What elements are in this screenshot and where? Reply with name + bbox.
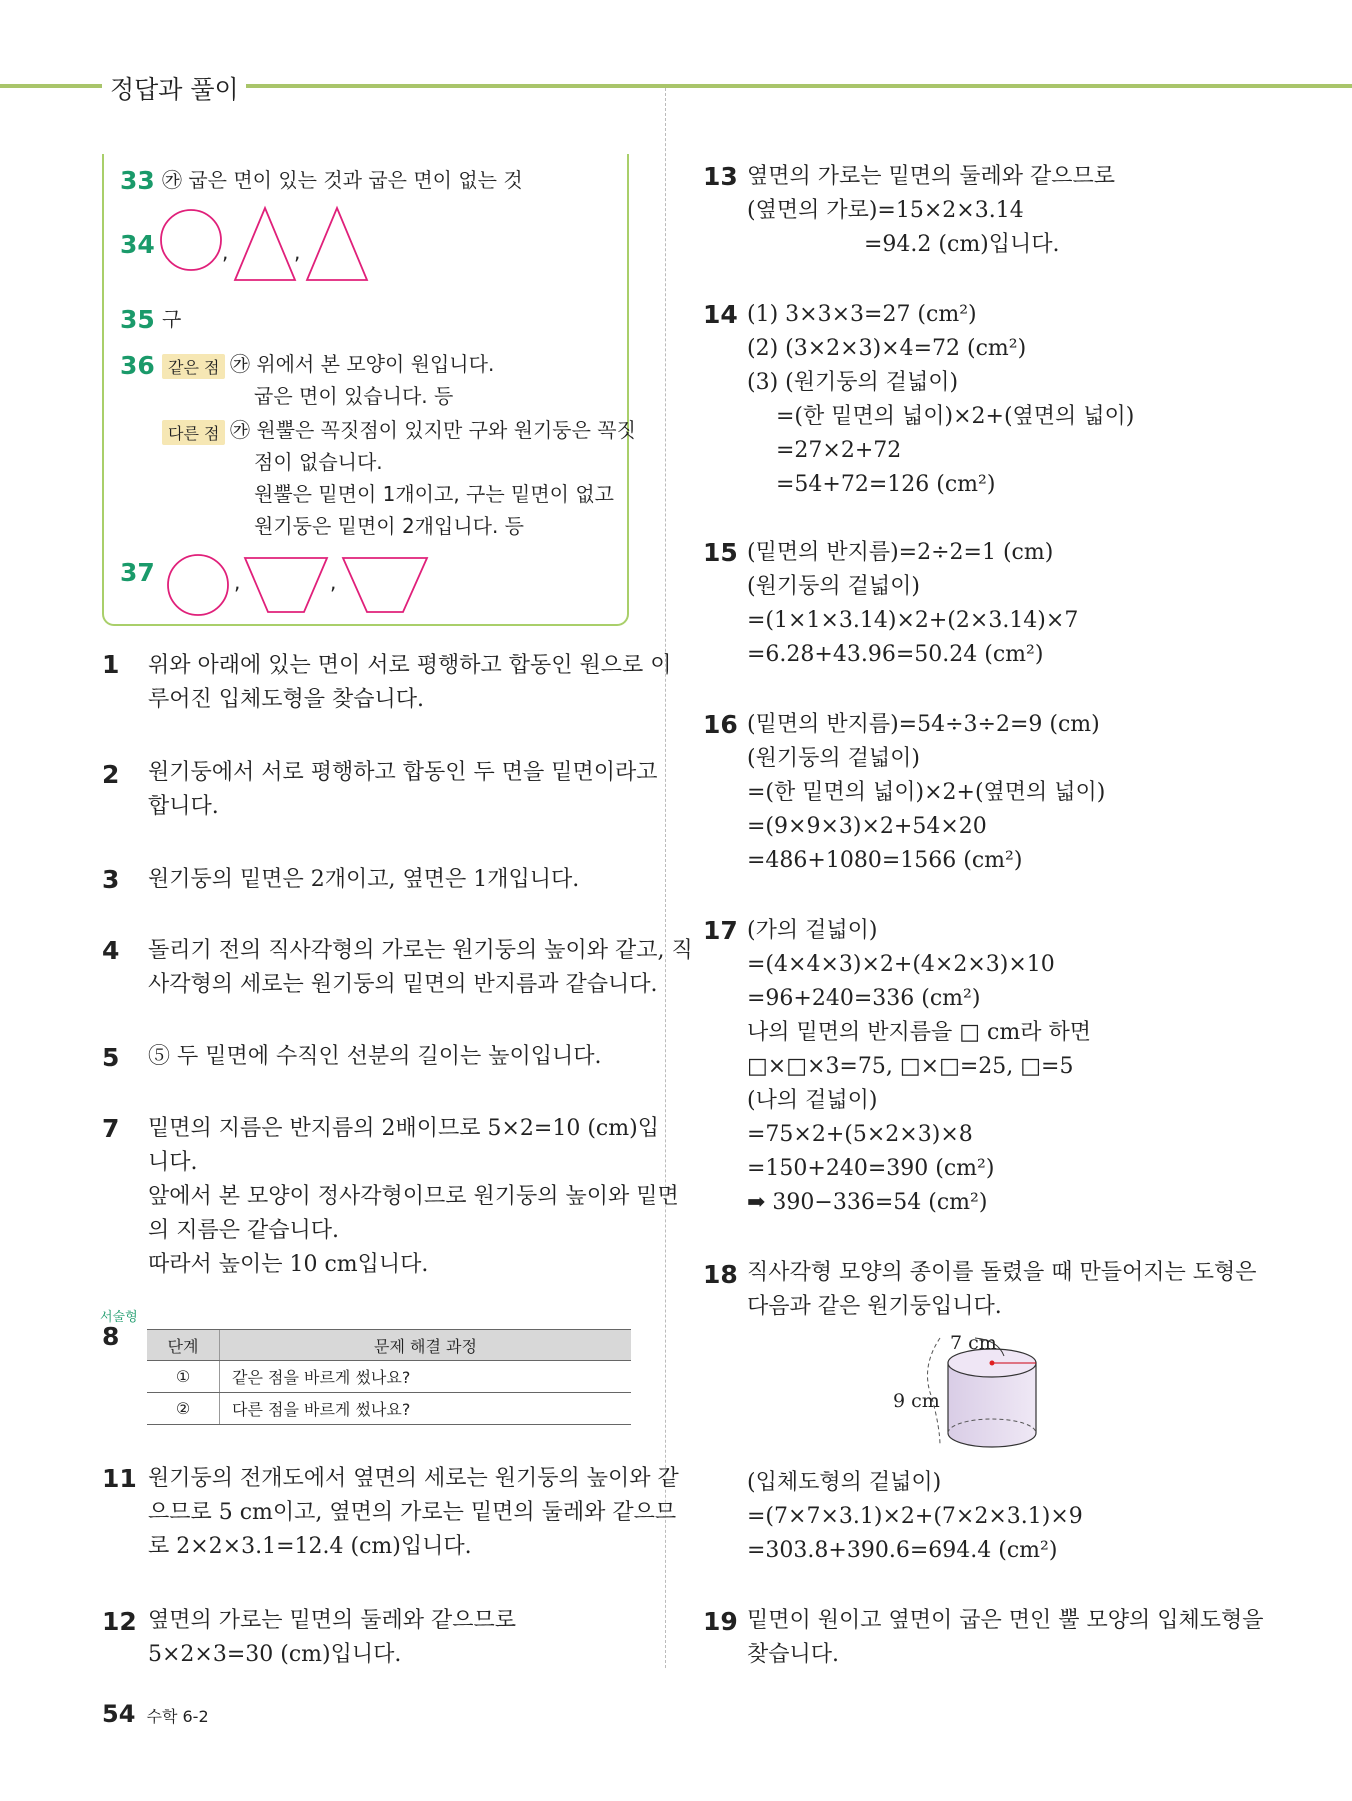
solution-line: (원기둥의 겉넓이) xyxy=(747,574,920,599)
solution-line: =94.2 (cm)입니다. xyxy=(864,232,1060,257)
solution-line: 따라서 높이는 10 cm입니다. xyxy=(148,1252,429,1277)
triangle-shape xyxy=(307,208,367,280)
solution-line: 다음과 같은 원기둥입니다. xyxy=(747,1294,1002,1319)
table-row xyxy=(147,1393,631,1425)
question-number: 16 xyxy=(703,710,738,739)
solution-line: 으므로 5 cm이고, 옆면의 가로는 밑면의 둘레와 같으므 xyxy=(148,1500,677,1525)
solution-line: 밑면의 지름은 반지름의 2배이므로 5×2=10 (cm)입 xyxy=(148,1116,659,1141)
question-number: 14 xyxy=(703,300,738,329)
circle-shape xyxy=(161,210,221,270)
solution-line: 직사각형 모양의 종이를 돌렸을 때 만들어지는 도형은 xyxy=(747,1260,1257,1285)
q37-shapes xyxy=(165,552,435,618)
separator: , xyxy=(294,240,301,264)
table-header xyxy=(147,1330,631,1361)
answer-line: 원뿔은 밑면이 1개이고, 구는 밑면이 없고 xyxy=(254,482,614,506)
solution-line: 루어진 입체도형을 찾습니다. xyxy=(148,687,425,712)
solution-line: (입체도형의 겉넓이) xyxy=(747,1470,942,1495)
answer-line: 굽은 면이 있습니다. 등 xyxy=(254,384,454,408)
table-cell: 같은 점을 바르게 썼나요? xyxy=(220,1361,632,1393)
question-number: 36 xyxy=(120,351,155,380)
center-point xyxy=(990,1361,995,1366)
scoring-table xyxy=(147,1329,631,1425)
solution-line: =486+1080=1566 (cm²) xyxy=(747,848,1023,873)
solution-line: 원기둥의 전개도에서 옆면의 세로는 원기둥의 높이와 같 xyxy=(148,1466,679,1491)
page-number: 54 xyxy=(102,1700,136,1728)
solution-line: =54+72=126 (cm²) xyxy=(776,472,996,497)
solution-line: 의 지름은 같습니다. xyxy=(148,1218,339,1243)
question-number: 4 xyxy=(102,936,120,965)
solution-line: =(7×7×3.1)×2+(7×2×3.1)×9 xyxy=(747,1504,1083,1529)
answer-line: ㉮ 원뿔은 꼭짓점이 있지만 구와 원기둥은 꼭짓 xyxy=(230,418,636,442)
answer-line: 원기둥은 밑면이 2개입니다. 등 xyxy=(254,514,524,538)
solution-line: =(9×9×3)×2+54×20 xyxy=(747,814,987,839)
solution-line: 돌리기 전의 직사각형의 가로는 원기둥의 높이와 같고, 직 xyxy=(148,938,693,963)
solution-line: (밑면의 반지름)=54÷3÷2=9 (cm) xyxy=(747,712,1100,737)
solution-line: 원기둥에서 서로 평행하고 합동인 두 면을 밑면이라고 xyxy=(148,760,658,785)
question-number: 11 xyxy=(102,1464,137,1493)
question-number: 8 xyxy=(102,1322,120,1351)
solution-line: 나의 밑면의 반지름을 □ cm라 하면 xyxy=(747,1020,1091,1045)
solution-line: (1) 3×3×3=27 (cm²) xyxy=(747,302,977,327)
solution-line: =75×2+(5×2×3)×8 xyxy=(747,1122,973,1147)
solution-line: 합니다. xyxy=(148,794,219,819)
solution-line: □×□×3=75, □×□=25, □=5 xyxy=(747,1054,1074,1079)
question-number: 33 xyxy=(120,166,155,195)
solution-line: =(4×4×3)×2+(4×2×3)×10 xyxy=(747,952,1055,977)
triangle-shape xyxy=(235,208,295,280)
separator: , xyxy=(330,570,337,594)
col-header: 문제 해결 과정 xyxy=(220,1330,632,1361)
q34-shapes xyxy=(158,205,378,285)
solution-line: =27×2+72 xyxy=(776,438,902,463)
solution-line: (나의 겉넓이) xyxy=(747,1088,878,1113)
solution-line: 사각형의 세로는 원기둥의 밑면의 반지름과 같습니다. xyxy=(148,972,658,997)
solution-line: 밑면이 원이고 옆면이 굽은 면인 뿔 모양의 입체도형을 xyxy=(747,1608,1264,1633)
essay-label: 서술형 xyxy=(100,1310,138,1325)
solution-line: 앞에서 본 모양이 정사각형이므로 원기둥의 높이와 밑면 xyxy=(148,1184,679,1209)
header-rule-right xyxy=(246,84,1352,88)
question-number: 7 xyxy=(102,1114,120,1143)
question-number: 13 xyxy=(703,162,738,191)
page-footer xyxy=(102,1700,209,1728)
col-header: 단계 xyxy=(147,1330,220,1361)
solution-line: 위와 아래에 있는 면이 서로 평행하고 합동인 원으로 이 xyxy=(148,653,672,678)
answer-line: ㉮ 위에서 본 모양이 원입니다. xyxy=(230,352,495,376)
solution-line: 5×2×3=30 (cm)입니다. xyxy=(148,1642,402,1667)
table-cell: ① xyxy=(147,1361,220,1393)
solution-line: 옆면의 가로는 밑면의 둘레와 같으므로 xyxy=(747,164,1116,189)
column-divider xyxy=(665,88,666,1668)
answer-line: 점이 없습니다. xyxy=(254,450,383,474)
trapezoid-shape xyxy=(343,558,427,612)
question-number: 1 xyxy=(102,650,120,679)
header-rule-left xyxy=(0,84,102,88)
radius-label: 7 cm xyxy=(950,1332,997,1354)
question-number: 19 xyxy=(703,1607,738,1636)
table-cell: ② xyxy=(147,1393,220,1425)
question-number: 3 xyxy=(102,865,120,894)
tag-same: 같은 점 xyxy=(162,354,225,379)
solution-line: =6.28+43.96=50.24 (cm²) xyxy=(747,642,1044,667)
solution-line: =(한 밑면의 넓이)×2+(옆면의 넓이) xyxy=(747,780,1106,805)
solution-line: ⑤ 두 밑면에 수직인 선분의 길이는 높이입니다. xyxy=(148,1044,602,1069)
solution-line: 니다. xyxy=(148,1150,198,1175)
book-title: 수학 6-2 xyxy=(146,1707,209,1726)
solution-line: 찾습니다. xyxy=(747,1642,840,1667)
trapezoid-shape xyxy=(245,558,327,612)
solution-line: =96+240=336 (cm²) xyxy=(747,986,981,1011)
table-cell: 다른 점을 바르게 썼나요? xyxy=(220,1393,632,1425)
solution-line: =303.8+390.6=694.4 (cm²) xyxy=(747,1538,1058,1563)
solution-line: =150+240=390 (cm²) xyxy=(747,1156,995,1181)
separator: , xyxy=(234,570,241,594)
solution-line: (2) (3×2×3)×4=72 (cm²) xyxy=(747,336,1027,361)
question-number: 5 xyxy=(102,1043,120,1072)
solution-line: (가의 겉넓이) xyxy=(747,918,878,943)
question-number: 18 xyxy=(703,1260,738,1289)
solution-line: (밑면의 반지름)=2÷2=1 (cm) xyxy=(747,540,1054,565)
question-number: 15 xyxy=(703,538,738,567)
solution-line: =(1×1×3.14)×2+(2×3.14)×7 xyxy=(747,608,1079,633)
solution-line: ➡ 390−336=54 (cm²) xyxy=(747,1190,988,1215)
answer-text: 구 xyxy=(162,307,182,331)
solution-line: (3) (원기둥의 겉넓이) xyxy=(747,370,959,395)
solution-line: 옆면의 가로는 밑면의 둘레와 같으므로 xyxy=(148,1608,517,1633)
solution-line: 로 2×2×3.1=12.4 (cm)입니다. xyxy=(148,1534,472,1559)
tag-diff: 다른 점 xyxy=(162,420,225,445)
question-number: 12 xyxy=(102,1607,137,1636)
page-title: 정답과 풀이 xyxy=(110,75,239,104)
question-number: 34 xyxy=(120,230,155,259)
circle-shape xyxy=(168,555,228,615)
solution-line: (옆면의 가로)=15×2×3.14 xyxy=(747,198,1024,223)
question-number: 2 xyxy=(102,760,120,789)
question-number: 17 xyxy=(703,916,738,945)
table-row xyxy=(147,1361,631,1393)
answer-text: ㉮ 굽은 면이 있는 것과 굽은 면이 없는 것 xyxy=(162,168,523,192)
question-number: 37 xyxy=(120,558,155,587)
question-number: 35 xyxy=(120,305,155,334)
separator: , xyxy=(222,240,229,264)
height-label: 9 cm xyxy=(893,1390,940,1412)
solution-line: =(한 밑면의 넓이)×2+(옆면의 넓이) xyxy=(776,404,1135,429)
solution-line: 원기둥의 밑면은 2개이고, 옆면은 1개입니다. xyxy=(148,867,580,892)
solution-line: (원기둥의 겉넓이) xyxy=(747,746,920,771)
